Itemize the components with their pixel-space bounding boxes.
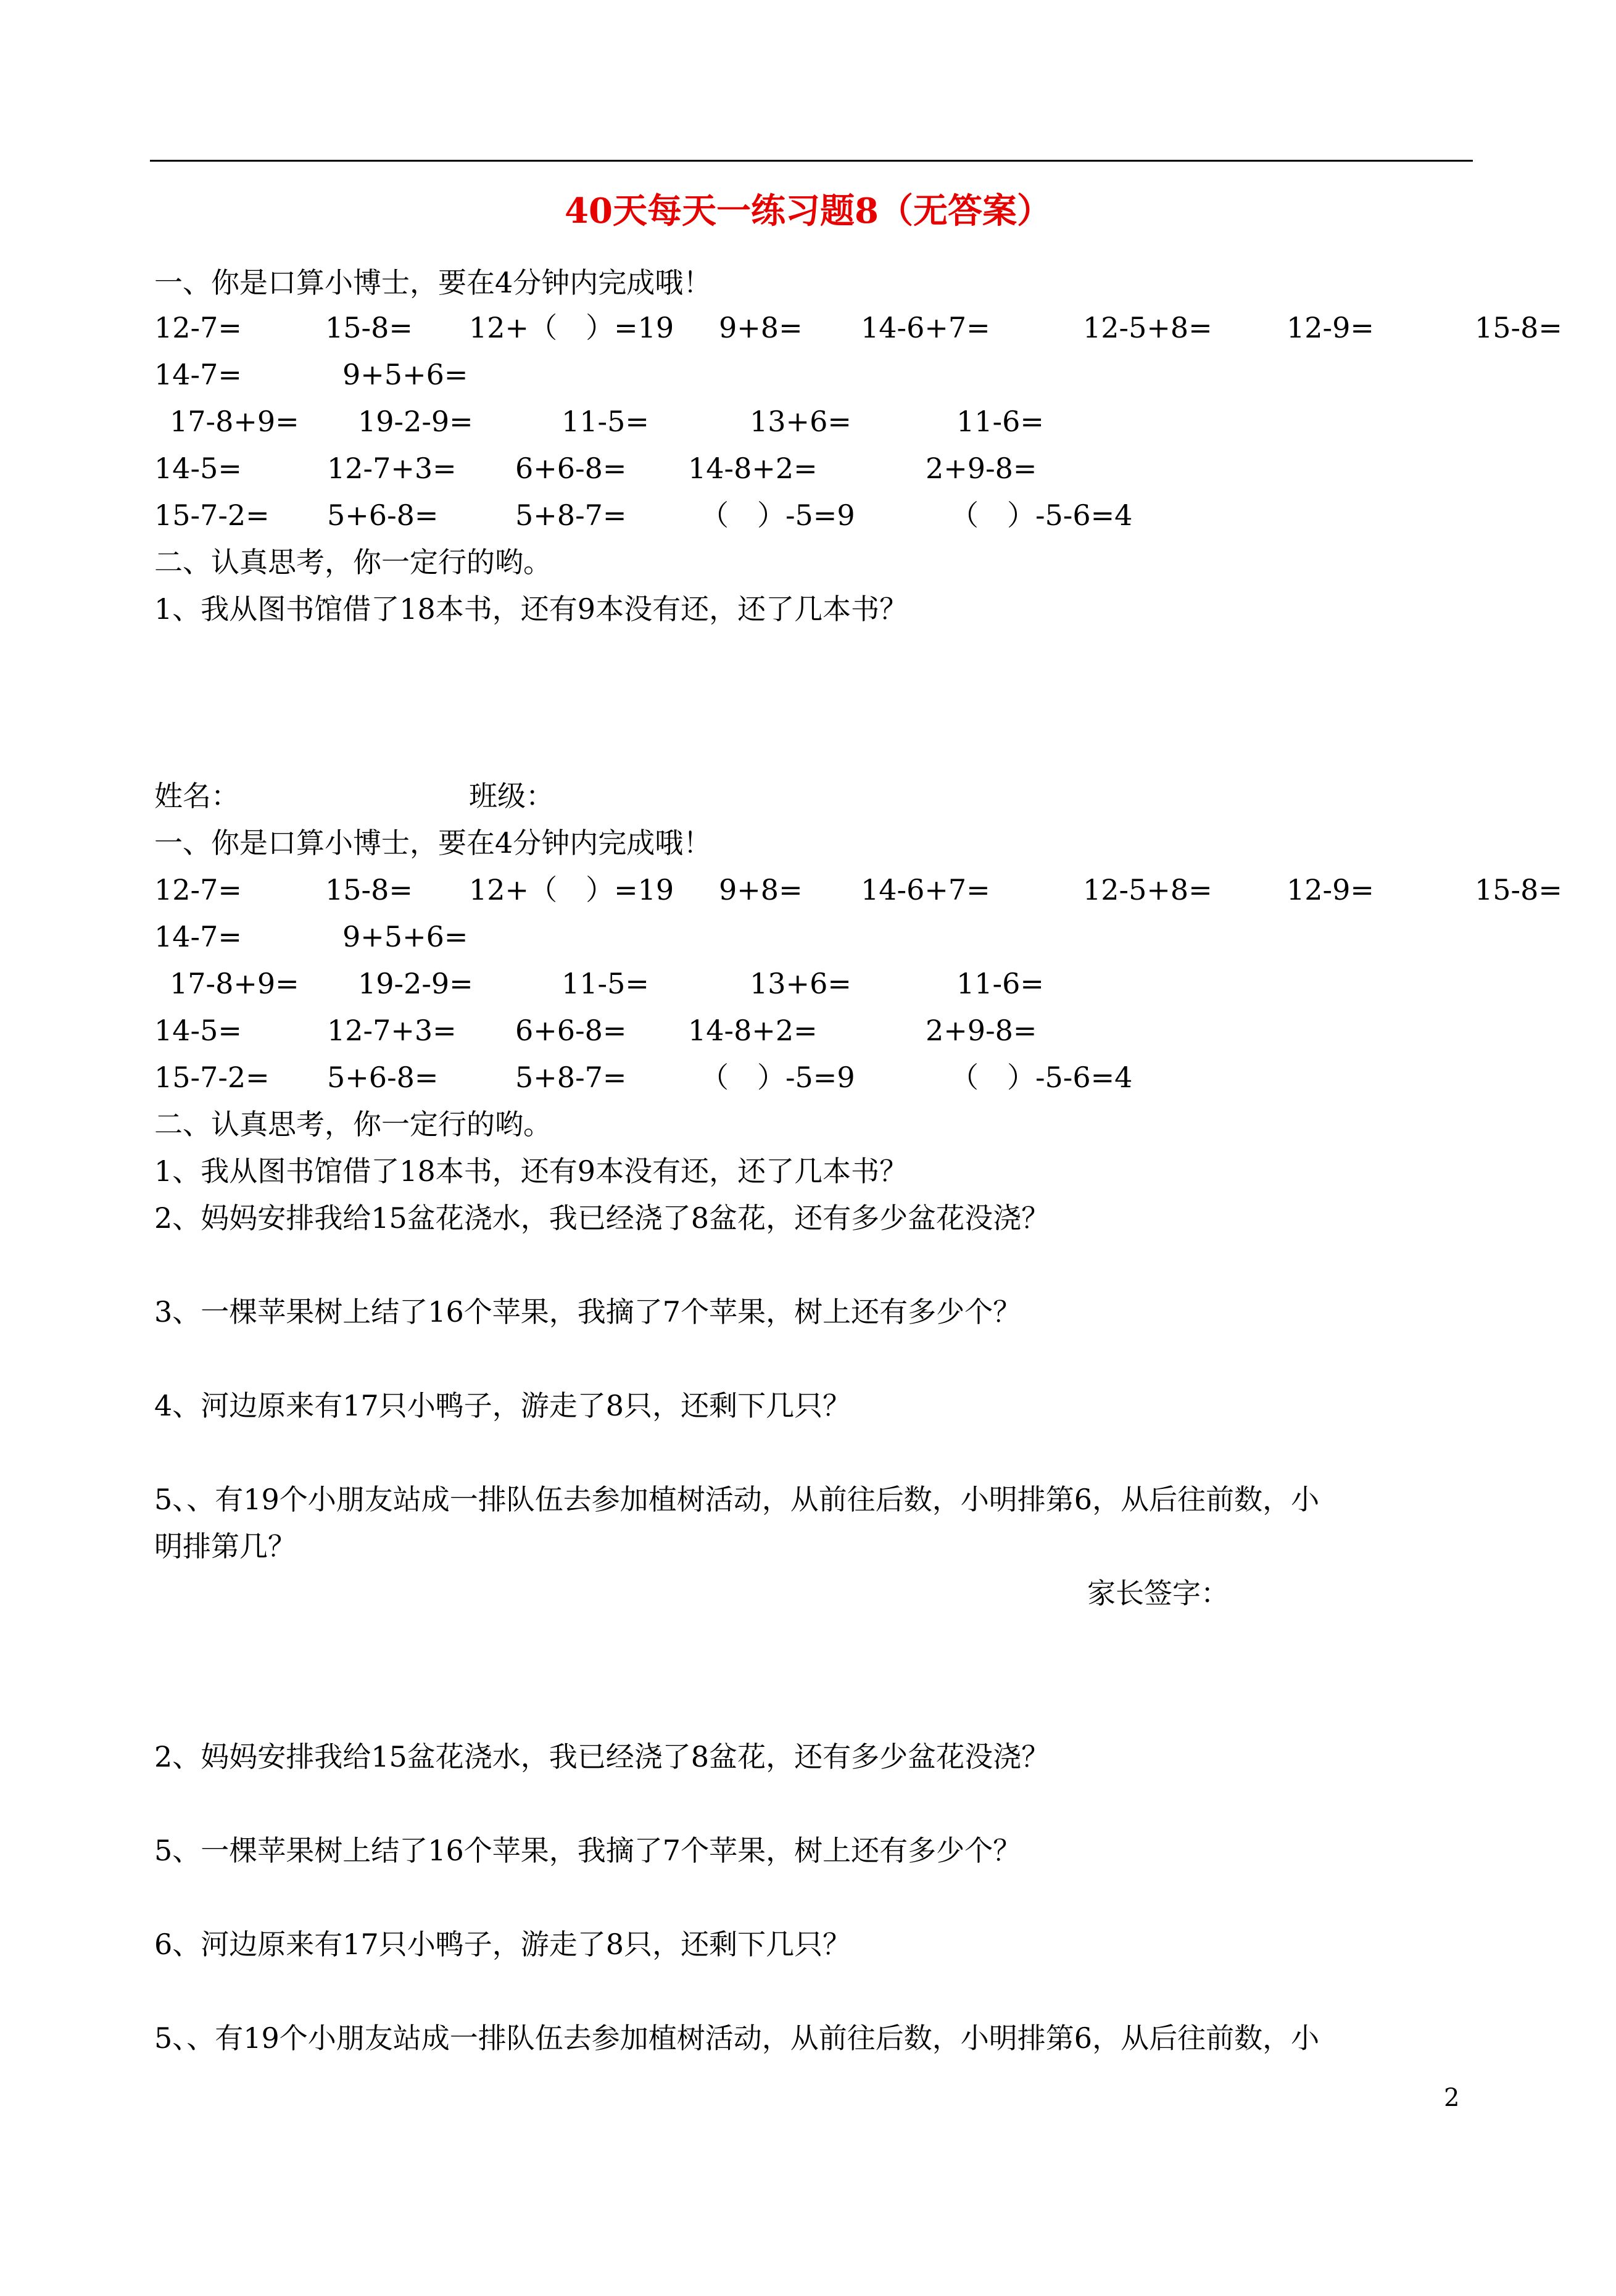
equation: 15-7-2= — [154, 499, 270, 532]
equation: 15-8= — [1475, 873, 1562, 906]
equation: 5+6-8= — [327, 1061, 439, 1094]
page-number: 2 — [1444, 2084, 1460, 2112]
equation: 9+8= — [719, 873, 803, 906]
class-label: 班级： — [469, 779, 554, 813]
equation: 12-5+8= — [1083, 311, 1212, 344]
equation: （ ）-5-6=4 — [950, 499, 1133, 532]
equation: 15-8= — [325, 311, 413, 344]
equation: 11-5= — [561, 967, 649, 1000]
question: 1、我从图书馆借了18本书，还有9本没有还，还了几本书？ — [154, 592, 908, 626]
equation: 13+6= — [750, 405, 852, 438]
equation: 14-5= — [154, 452, 242, 485]
header-rule — [150, 160, 1473, 162]
equation: 14-7= — [154, 358, 242, 391]
equation: 6+6-8= — [515, 452, 627, 485]
question: 2、妈妈安排我给15盆花浇水，我已经浇了8盆花，还有多少盆花没浇？ — [154, 1201, 1050, 1235]
equation: 12-5+8= — [1083, 873, 1212, 906]
equation: 5+8-7= — [515, 499, 627, 532]
question: 6、河边原来有17只小鸭子，游走了8只，还剩下几只？ — [154, 1928, 852, 1961]
question: 5、、有19个小朋友站成一排队伍去参加植树活动，从前往后数，小明排第6，从后往前数，小 — [154, 2021, 1320, 2055]
equation: （ ）-5=9 — [700, 499, 855, 532]
equation: 2+9-8= — [926, 452, 1037, 485]
equation: 14-7= — [154, 920, 242, 953]
equation: 12-7+3= — [327, 1014, 457, 1047]
sec2-heading2: 二、认真思考，你一定行的哟。 — [154, 1108, 552, 1141]
equation: 12+（ ）=19 — [469, 873, 674, 906]
equation: 5+6-8= — [327, 499, 439, 532]
equation: 15-7-2= — [154, 1061, 270, 1094]
equation: 12-9= — [1287, 311, 1374, 344]
question: 5、一棵苹果树上结了16个苹果，我摘了7个苹果，树上还有多少个？ — [154, 1834, 1022, 1867]
equation: 17-8+9= — [170, 405, 299, 438]
name-label: 姓名： — [154, 779, 239, 813]
question: 2、妈妈安排我给15盆花浇水，我已经浇了8盆花，还有多少盆花没浇？ — [154, 1740, 1050, 1773]
equation: 19-2-9= — [358, 967, 473, 1000]
equation: 6+6-8= — [515, 1014, 627, 1047]
equation: 12-9= — [1287, 873, 1374, 906]
equation: 14-8+2= — [688, 452, 818, 485]
question: 4、河边原来有17只小鸭子，游走了8只，还剩下几只？ — [154, 1389, 852, 1422]
question: 5、、有19个小朋友站成一排队伍去参加植树活动，从前往后数，小明排第6，从后往前数，小 — [154, 1483, 1320, 1516]
equation: 11-5= — [561, 405, 649, 438]
equation: 9+8= — [719, 311, 803, 344]
equation: 5+8-7= — [515, 1061, 627, 1094]
equation: 9+5+6= — [342, 358, 468, 391]
page-title: 40天每天一练习题8（无答案） — [565, 191, 1051, 231]
equation: （ ）-5-6=4 — [950, 1061, 1133, 1094]
equation: 13+6= — [750, 967, 852, 1000]
equation: 14-5= — [154, 1014, 242, 1047]
equation: 15-8= — [325, 873, 413, 906]
question: 1、我从图书馆借了18本书，还有9本没有还，还了几本书？ — [154, 1154, 908, 1188]
equation: 19-2-9= — [358, 405, 473, 438]
sec1-heading2: 二、认真思考，你一定行的哟。 — [154, 545, 552, 579]
equation: 12-7+3= — [327, 452, 457, 485]
equation: 14-6+7= — [861, 311, 990, 344]
equation: 14-6+7= — [861, 873, 990, 906]
equation: 2+9-8= — [926, 1014, 1037, 1047]
sec2-heading: 一、你是口算小博士，要在4分钟内完成哦！ — [154, 826, 712, 860]
equation: 11-6= — [956, 405, 1044, 438]
equation: 12-7= — [154, 311, 242, 344]
equation: 9+5+6= — [342, 920, 468, 953]
equation: 15-8= — [1475, 311, 1562, 344]
equation: 14-8+2= — [688, 1014, 818, 1047]
equation: 11-6= — [956, 967, 1044, 1000]
question: 3、一棵苹果树上结了16个苹果，我摘了7个苹果，树上还有多少个？ — [154, 1295, 1022, 1328]
sec1-heading: 一、你是口算小博士，要在4分钟内完成哦！ — [154, 266, 712, 299]
equation: 12+（ ）=19 — [469, 311, 674, 344]
question-continued: 明排第几？ — [154, 1530, 296, 1563]
equation: （ ）-5=9 — [700, 1061, 855, 1094]
parent-sign-label: 家长签字： — [1087, 1577, 1229, 1610]
equation: 17-8+9= — [170, 967, 299, 1000]
equation: 12-7= — [154, 873, 242, 906]
